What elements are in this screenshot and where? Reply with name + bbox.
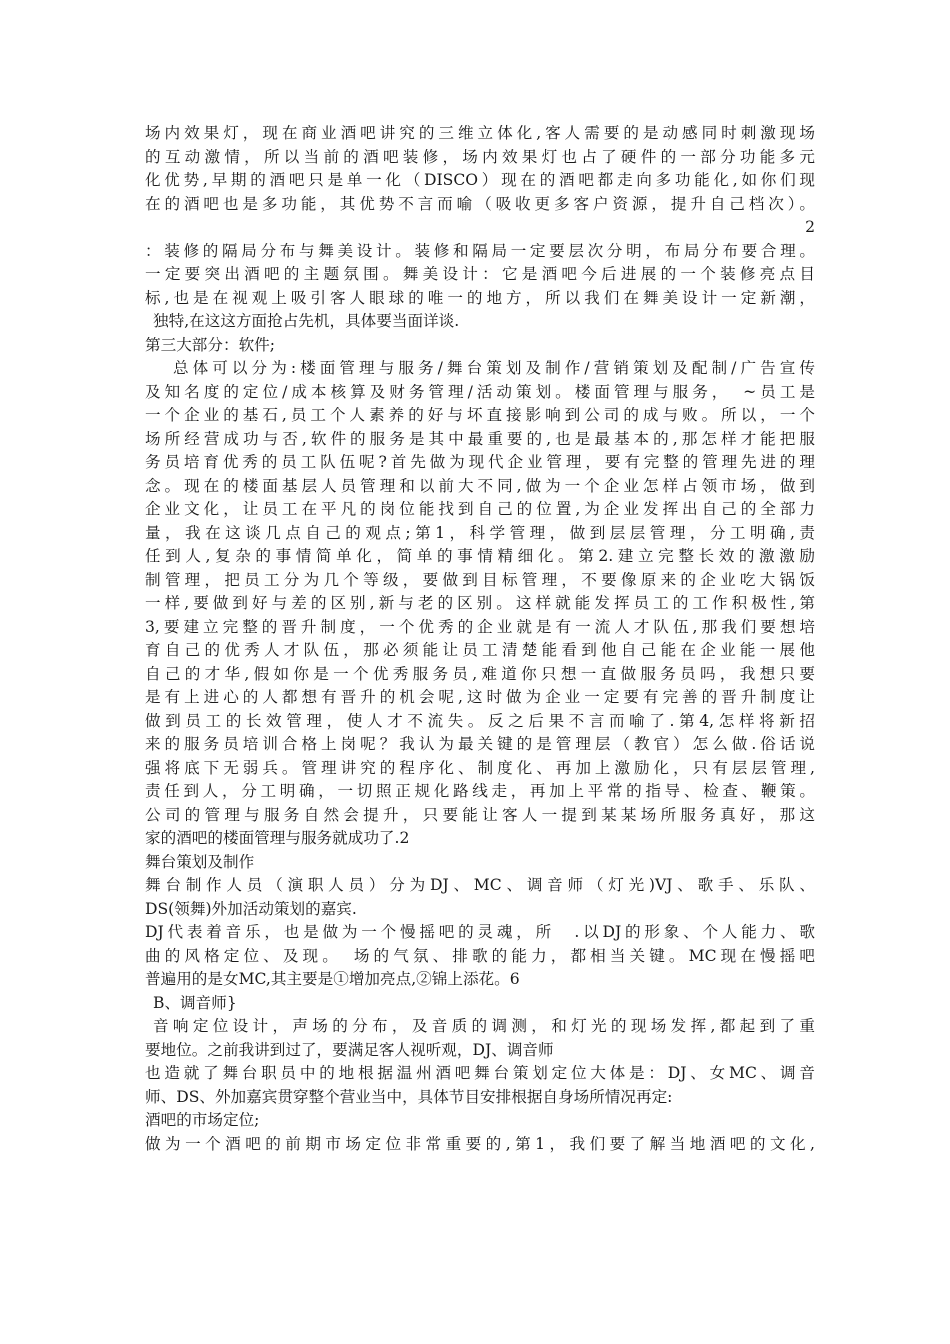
text-line: 一个企业的基石,员工个人素养的好与坏直接影响到公司的成与败。所以，一个 bbox=[145, 406, 815, 424]
text-line: 师、DS、外加嘉宾贯穿整个营业当中，具体节目安排根据自身场所情况再定: bbox=[145, 1087, 673, 1106]
text-line: 是有上进心的人都想有晋升的机会呢,这时做为企业一定要有完善的晋升制度让 bbox=[145, 688, 815, 706]
text-line: 场所经营成功与否,软件的服务是其中最重要的,也是最基本的,那怎样才能把服 bbox=[145, 429, 815, 448]
text-line: 育自己的优秀人才队伍，那必须能让员工清楚能看到他自己能在企业能一展他 bbox=[145, 641, 815, 659]
text-line: 及知名度的定位/成本核算及财务管理/活动策划。楼面管理与服务， ~员工是 bbox=[145, 382, 815, 401]
text-line: 3,要建立完整的晋升制度，一个优秀的企业就是有一流人才队伍,那我们要想培 bbox=[145, 617, 815, 636]
text-line: 化优势,早期的酒吧只是单一化（DISCO）现在的酒吧都走向多功能化,如你们现 bbox=[145, 171, 815, 189]
text-line: 在的酒吧也是多功能，其优势不言而喻（吸收更多客户资源，提升自己档次）。 bbox=[145, 194, 815, 213]
text-line: DS(领舞)外加活动策划的嘉宾. bbox=[145, 899, 357, 918]
text-line: 舞台制作人员（演职人员）分为DJ、MC、调音师（灯光)VJ、歌手、乐队、 bbox=[145, 876, 815, 894]
text-line: 公司的管理与服务自然会提升，只要能让客人一提到某某场所服务真好，那这 bbox=[145, 805, 815, 824]
text-line: 标,也是在视观上吸引客人眼球的唯一的地方，所以我们在舞美设计一定新潮， bbox=[145, 288, 815, 307]
text-line: 曲的风格定位、及现。 场的气氛、排歌的能力，都相当关键。MC现在慢摇吧 bbox=[145, 946, 815, 965]
text-line: 责任到人，分工明确，一切照正规化路线走，再加上平常的指导、检查、鞭策。 bbox=[145, 782, 815, 800]
text-line: DJ代表着音乐，也是做为一个慢摇吧的灵魂，所 .以DJ的形象、个人能力、歌 bbox=[145, 923, 815, 941]
text-line: 强将底下无弱兵。管理讲究的程序化、制度化、再加上激励化，只有层层管理, bbox=[145, 758, 815, 777]
text-line: 舞台策划及制作 bbox=[145, 852, 255, 871]
text-line: 要地位。之前我讲到过了，要满足客人视听观，DJ、调音师 bbox=[145, 1040, 554, 1059]
text-line: 总体可以分为:楼面管理与服务/舞台策划及制作/营销策划及配制/广告宣传 bbox=[173, 359, 815, 377]
text-line: B、调音师} bbox=[153, 993, 237, 1012]
body-text bbox=[145, 122, 815, 1156]
text-line: 的互动激情，所以当前的酒吧装修，场内效果灯也占了硬件的一部分功能多元 bbox=[145, 147, 815, 166]
text-line: 量，我在这谈几点自己的观点;第1，科学管理，做到层层管理，分工明确,责 bbox=[145, 523, 815, 542]
text-line: 制管理，把员工分为几个等级，要做到目标管理，不要像原来的企业吃大锅饭 bbox=[145, 570, 815, 589]
text-line: 一样,要做到好与差的区别,新与老的区别。这样就能发挥员工的工作积极性,第 bbox=[145, 594, 815, 612]
text-line: 务员培育优秀的员工队伍呢?首先做为现代企业管理，要有完整的管理先进的理 bbox=[145, 453, 815, 471]
text-line: 来的服务员培训合格上岗呢？我认为最关键的是管理层（教官）怎么做.俗话说 bbox=[145, 735, 815, 753]
text-line: 企业文化，让员工在平凡的岗位能找到自己的位置,为企业发挥出自己的全部力 bbox=[145, 500, 815, 518]
text-line: 第三大部分：软件; bbox=[145, 335, 276, 354]
text-line: 音响定位设计，声场的分布，及音质的调测，和灯光的现场发挥,都起到了重 bbox=[153, 1017, 815, 1035]
text-line: 酒吧的市场定位; bbox=[145, 1111, 260, 1129]
text-line: 念。现在的楼面基层人员管理和以前大不同,做为一个企业怎样占领市场，做到 bbox=[145, 476, 815, 495]
text-line: 家的酒吧的楼面管理与服务就成功了.2 bbox=[145, 829, 410, 847]
text-line: ：装修的隔局分布与舞美设计。装修和隔局一定要层次分明，布局分布要合理。 bbox=[145, 241, 815, 260]
text-line: 普遍用的是女MC,其主要是①增加亮点,②锦上添花。6 bbox=[145, 970, 520, 988]
text-line: 任到人,复杂的事情简单化，简单的事情精细化。第2.建立完整长效的激激励 bbox=[145, 547, 815, 565]
text-line: 一定要突出酒吧的主题氛围。舞美设计：它是酒吧今后进展的一个装修亮点目 bbox=[145, 265, 815, 283]
text-line: 自己的才华,假如你是一个优秀服务员,难道你只想一直做服务员吗，我想只要 bbox=[145, 664, 815, 683]
text-line: 做为一个酒吧的前期市场定位非常重要的,第1，我们要了解当地酒吧的文化, bbox=[145, 1134, 815, 1153]
text-line: 2 bbox=[805, 218, 815, 236]
text-line: 场内效果灯，现在商业酒吧讲究的三维立体化,客人需要的是动感同时刺激现场 bbox=[145, 124, 815, 142]
text-line: 独特,在这这方面抢占先机，具体要当面详谈. bbox=[153, 312, 460, 330]
text-line: 也造就了舞台职员中的地根据温州酒吧舞台策划定位大体是：DJ、女MC、调音 bbox=[145, 1064, 815, 1082]
text-line: 做到员工的长效管理，使人才不流失。反之后果不言而喻了.第4,怎样将新招 bbox=[145, 711, 815, 730]
